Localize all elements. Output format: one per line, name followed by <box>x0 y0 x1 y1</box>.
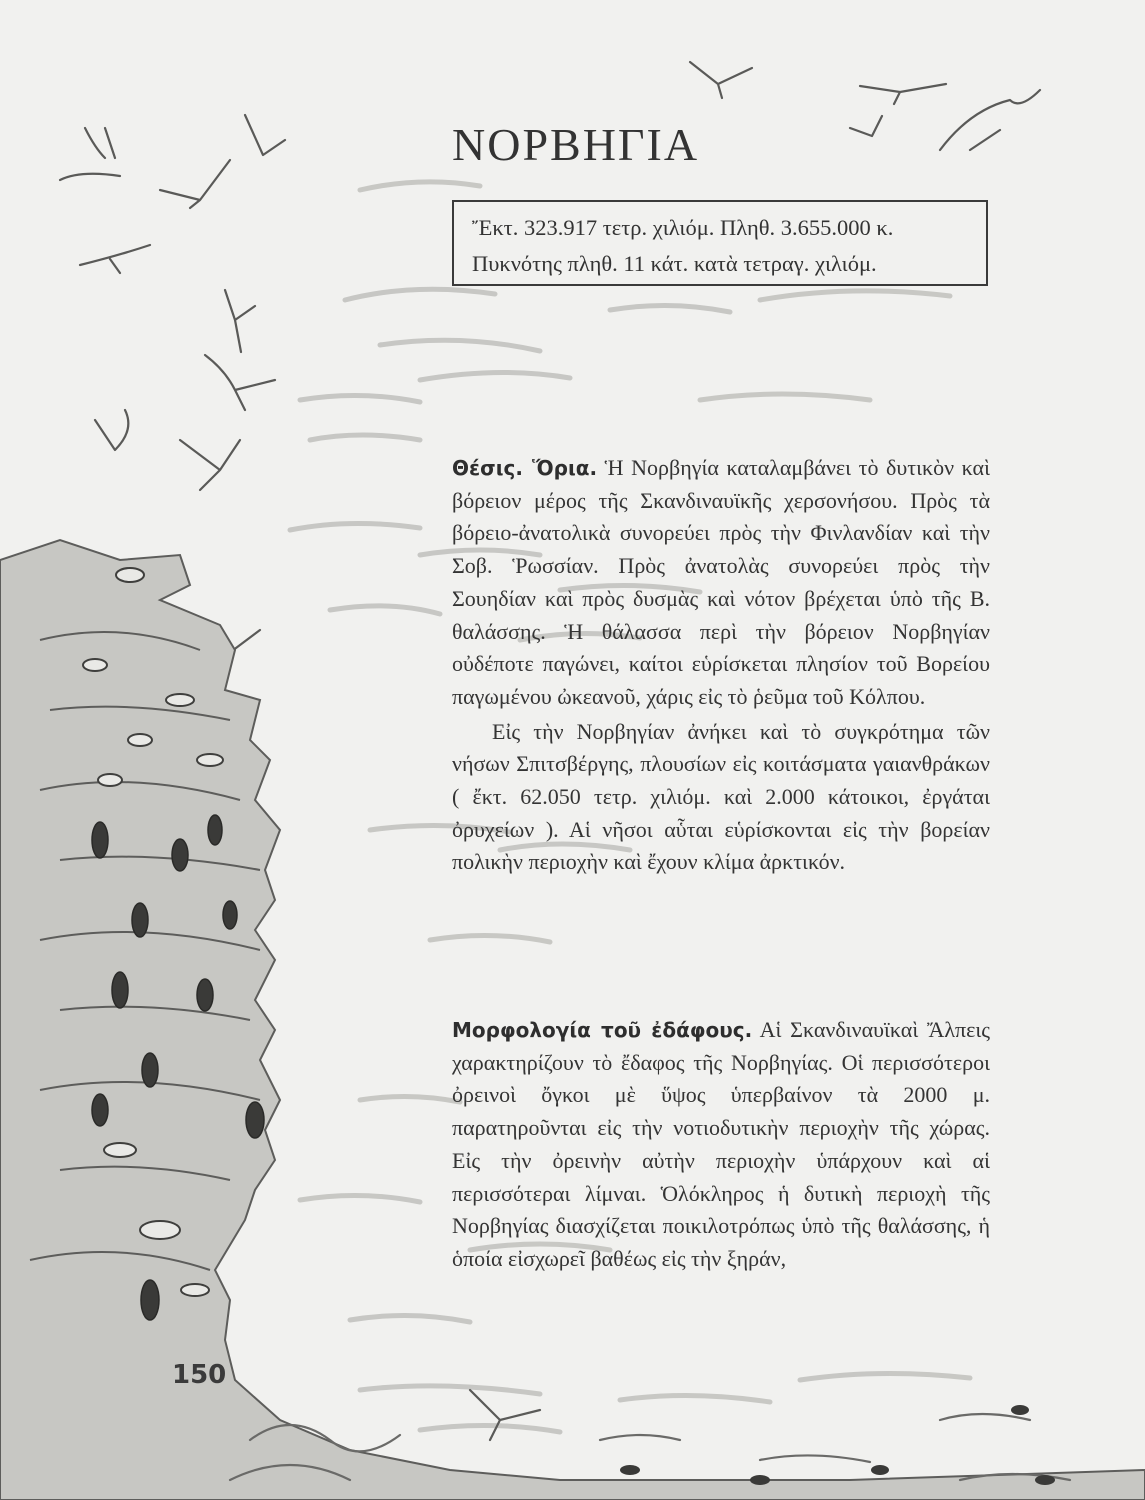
section2-paragraph1 <box>452 1014 990 1276</box>
section-location-borders <box>452 452 990 879</box>
section-heading-location: Θέσις. Ὅρια. <box>452 456 598 480</box>
country-stats-box <box>452 200 988 286</box>
section1-paragraph2: Εἰς τὴν Νορβηγίαν ἀνήκει καὶ τὸ συγκρότημα τῶν νήσων Σπιτσβέργης, πλουσίων εἰς κοιτάσματα γαιανθράκων ( ἔκτ. 62.050 τετρ. χιλιόμ. καὶ 2.000 κάτοικοι, ἐργάται ὀρυχείων ). Αἱ νῆσοι αὗται εὑρίσκονται εἰς τὴν βορείαν πολικὴν περιοχὴν καὶ ἔχουν κλίμα ἀρκτικόν. <box>452 718 990 875</box>
swimming-birds <box>620 1405 1055 1485</box>
section-heading-morphology: Μορφολογία τοῦ ἐδάφους. <box>452 1018 753 1042</box>
stats-area-population: Ἔκτ. 323.917 τετρ. χιλιόμ. Πληθ. 3.655.000 κ. <box>472 215 894 240</box>
section1-paragraph1 <box>452 452 990 714</box>
page-number: 150 <box>172 1360 227 1390</box>
page-title: ΝΟΡΒΗΓΙΑ <box>452 119 700 170</box>
section1-body: Ἡ Νορβηγία καταλαμβάνει τὸ δυτικὸν καὶ βόρειον μέρος τῆς Σκανδιναυϊκῆς χερσονήσου. Πρὸς τὰ βόρειο-ἀνατολικὰ συνορεύει πρὸς τὴν Φινλανδίαν καὶ τὴν Σοβ. Ῥωσσίαν. Πρὸς ἀνατολὰς συνορεύει πρὸς τὴν Σουηδίαν καὶ πρὸς δυσμὰς καὶ νότον βρέχεται ὑπὸ τῆς Β. θαλάσσης. Ἡ θάλασσα περὶ τὴν βόρειον Νορβηγίαν οὐδέποτε παγώνει, καίτοι εὑρίσκεται πλησίον τοῦ Βορείου παγωμένου ὠκεανοῦ, χάρις εἰς τὸ ῥεῦμα τοῦ Κόλπου. <box>452 455 991 709</box>
section2-body: Αἱ Σκανδιναυϊκαὶ Ἄλπεις χαρακτηρίζουν τὸ ἔδαφος τῆς Νορβηγίας. Οἱ περισσότεροι ὀρεινοὶ ὄγκοι μὲ ὕψος ὑπερβαίνον τὰ 2000 μ. παρατηροῦνται εἰς τὴν νοτιοδυτικὴν περιοχὴν τῆς χώρας. Εἰς τὴν ὀρεινὴν αὐτὴν περιοχὴν ὑπάρχουν καὶ αἱ περισσότεραι λίμναι. Ὁλόκληρος ἡ δυτικὴ περιοχὴ τῆς Νορβηγίας διασχίζεται ποικιλοτρόπως ὑπὸ τῆς θαλάσσης, ἡ ὁποία εἰσχωρεῖ βαθέως εἰς τὴν ξηράν, <box>452 1017 990 1271</box>
stats-density: Πυκνότης πληθ. 11 κάτ. κατὰ τετραγ. χιλιόμ. <box>472 251 877 276</box>
section-morphology <box>452 1014 990 1276</box>
